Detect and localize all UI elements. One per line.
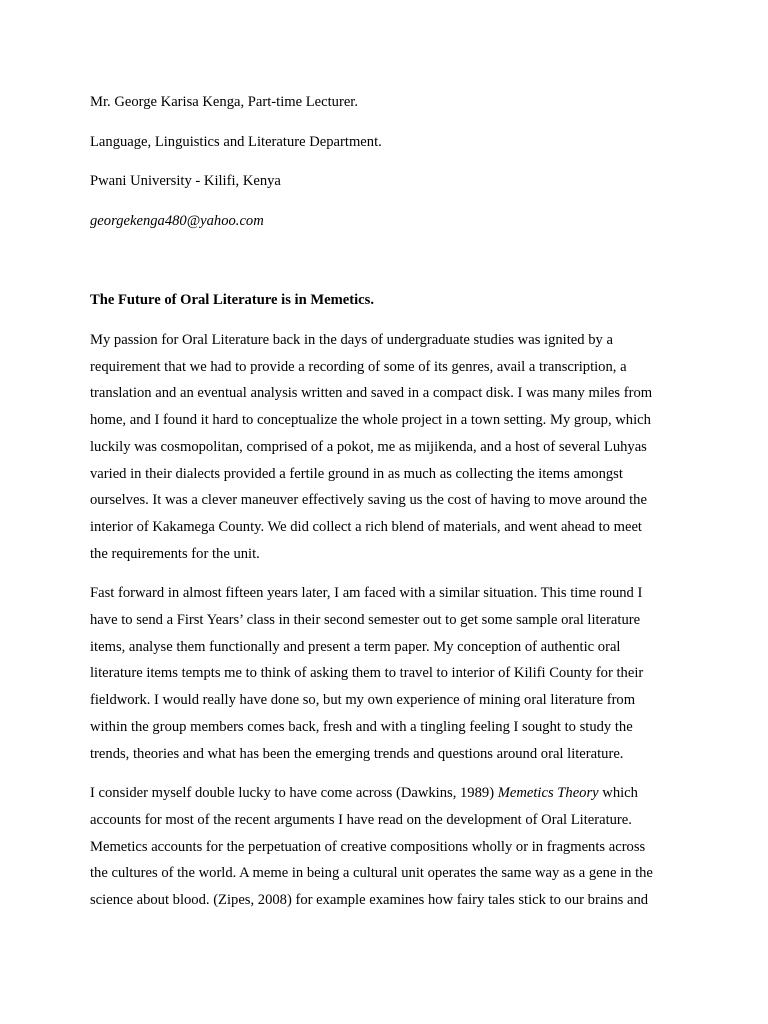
body-text [90, 327, 680, 927]
paragraph-line: requirement that we had to provide a recording of some of its genres, avail a transcription, a [90, 358, 627, 375]
paragraph-line: ourselves. It was a clever maneuver effectively saving us the cost of having to move around the [90, 492, 647, 509]
paragraph-line: trends, theories and what has been the emerging trends and questions around oral literature. [90, 745, 624, 762]
author-department: Language, Linguistics and Literature Department. [90, 133, 382, 150]
paragraph-text: I consider myself double lucky to have come across (Dawkins, 1989) [90, 785, 498, 802]
paragraph-line: the cultures of the world. A meme in being a cultural unit operates the same way as a gene in the [90, 865, 653, 882]
paragraph-line: the requirements for the unit. [90, 545, 260, 562]
author-university: Pwani University - Kilifi, Kenya [90, 173, 281, 190]
paragraph-1 [90, 327, 680, 567]
paragraph-line: accounts for most of the recent arguments I have read on the development of Oral Literature. [90, 811, 632, 828]
author-name-line: Mr. George Karisa Kenga, Part-time Lecturer. [90, 94, 358, 110]
paragraph-line: within the group members comes back, fresh and with a tingling feeling I sought to study the [90, 718, 633, 735]
paragraph-line: varied in their dialects provided a fertile ground in as much as collecting the items amongst [90, 465, 623, 482]
paragraph-line: science about blood. (Zipes, 2008) for example examines how fairy tales stick to our brains and [90, 892, 649, 909]
author-email: georgekenga480@yahoo.com [90, 212, 264, 229]
paragraph-line: items, analyse them functionally and present a term paper. My conception of authentic oral [90, 638, 621, 655]
paragraph-line: home, and I found it hard to conceptualize the whole project in a town setting. My group, which [90, 412, 651, 429]
paragraph-first-line [90, 780, 680, 807]
paragraph-line: literature items tempts me to think of asking them to travel to interior of Kilifi County for their [90, 665, 644, 682]
paragraph-line: luckily was cosmopolitan, comprised of a pokot, me as mijikenda, and a host of several Luhyas [90, 438, 647, 455]
paragraph-line: translation and an eventual analysis written and saved in a compact disk. I was many miles from [90, 385, 653, 402]
paragraph-3 [90, 780, 680, 914]
paragraph-line: have to send a First Years’ class in their second semester out to get some sample oral literature [90, 612, 641, 629]
paragraph-line: interior of Kakamega County. We did collect a rich blend of materials, and went ahead to meet [90, 518, 642, 535]
author-block [90, 92, 690, 250]
document-title: The Future of Oral Literature is in Memetics. [90, 292, 374, 308]
paragraph-line: My passion for Oral Literature back in the days of undergraduate studies was ignited by a [90, 332, 613, 348]
paragraph-2 [90, 580, 680, 767]
paragraph-text: which [598, 785, 638, 802]
paragraph-line: fieldwork. I would really have done so, but my own experience of mining oral literature from [90, 692, 636, 709]
theory-name-italic: Memetics Theory [497, 785, 599, 802]
paragraph-line: Memetics accounts for the perpetuation of creative compositions wholly or in fragments across [90, 838, 646, 855]
paragraph-line: Fast forward in almost fifteen years later, I am faced with a similar situation. This time round I [90, 585, 643, 602]
